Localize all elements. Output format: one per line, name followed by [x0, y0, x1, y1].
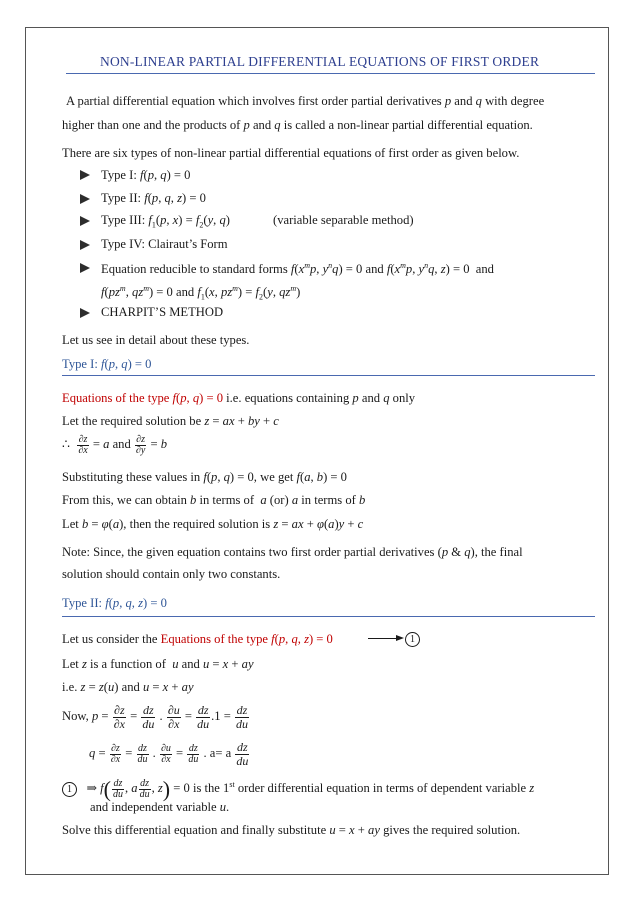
section-divider	[62, 616, 595, 617]
type-1-note-line-2: solution should contain only two constants.	[62, 567, 281, 581]
type-5-item-line-1: Equation reducible to standard forms $f(x^mp$, $y^nq) = 0$ and $f(x^mp$, $y^nq$, z) = 0 and	[101, 261, 494, 277]
equation-marker-1: 1	[405, 630, 420, 647]
bullet-icon	[80, 170, 90, 180]
type-4-item: Type IV: Clairaut’s Form	[101, 237, 228, 251]
type-1-item: Type I: f(p, q) = 0	[101, 168, 191, 182]
q-derivation: q = $\frac{\partial z}{\partial x}$ = $\frac{dz}{du}$ . $\frac{\partial u}{\partial x}$ = $\frac{dz}{du}$ . a= a $\frac{dz}{du}$	[89, 739, 249, 768]
type-2-final: Solve this differential equation and finally substitute u = x + ay gives the required solution.	[62, 823, 521, 837]
bullet-icon	[80, 263, 90, 273]
bullet-icon	[80, 194, 90, 204]
bullet-icon	[80, 308, 90, 318]
see-detail-text: Let us see in detail about these types.	[62, 333, 250, 347]
type-2-ie: i.e. z = z(u) and u = x + ay	[62, 680, 194, 694]
type-1-derivatives: ∴ $\frac{\partial z}{\partial x}$ = a and $\frac{\partial z}{\partial y}$ = b	[62, 433, 167, 456]
type-1-description: Equations of the type f(p, q) = 0 i.e. equations containing p and q only	[62, 391, 416, 405]
type-1-note-line-1: Note: Since, the given equation contains two first order partial derivatives (p & q), the final	[62, 545, 523, 559]
types-intro: There are six types of non-linear partial differential equations of first order as given below.	[62, 146, 520, 160]
type-2-result-continued: and independent variable u.	[90, 800, 230, 814]
p-derivation: Now, p = $\frac{\partial z}{\partial x}$ = $\frac{dz}{du}$ . $\frac{\partial u}{\partial x}$ = $\frac{dz}{du}$ .1 = $\frac{dz}{du}$	[62, 702, 249, 731]
type-2-item: Type II: f(p, q, z) = 0	[101, 191, 206, 205]
intro-line-2: higher than one and the products of p and q is called a non-linear partial differential equation.	[62, 118, 533, 132]
type-3-item: Type III: $f_1(p$, $x) = f_2(y$, q)	[101, 213, 230, 230]
section-heading-type-1: Type I: f(p, q) = 0	[62, 357, 152, 371]
type-1-solution: Let the required solution be z = ax + by + c	[62, 414, 279, 428]
type-1-final-solution: Let b = φ(a), then the required solution is z = ax + φ(a)y + c	[62, 517, 364, 531]
title-underline	[66, 73, 595, 74]
page-title: NON-LINEAR PARTIAL DIFFERENTIAL EQUATIONS OF FIRST ORDER	[100, 54, 540, 69]
type-6-item: CHARPIT’S METHOD	[101, 305, 224, 319]
arrowhead-icon	[396, 635, 404, 641]
type-2-function: Let z is a function of u and u = x + ay	[62, 657, 254, 671]
type-2-result: 1 ⇒ f( $\frac{dz}{du}$ , a $\frac{dz}{du}$ , z) = 0 is the 1st order differential equation in terms of dependent variable z	[62, 771, 534, 803]
section-divider	[62, 375, 595, 376]
type-2-consider: Let us consider the Equations of the type f(p, q, z) = 0	[62, 632, 333, 646]
type-3-note: (variable separable method)	[273, 213, 414, 227]
bullet-icon	[80, 240, 90, 250]
type-5-item-line-2: $f(pz^m$, $qz^m) = 0$ and $f_1(x$, $pz^m) = f_2(y$, $qz^m$)	[101, 284, 301, 302]
type-1-terms: From this, we can obtain b in terms of a (or) a in terms of b	[62, 493, 366, 507]
type-1-substitution: Substituting these values in f(p, q) = 0, we get f(a, b) = 0	[62, 470, 347, 484]
section-heading-type-2: Type II: f(p, q, z) = 0	[62, 596, 167, 610]
intro-line-1: A partial differential equation which involves first order partial derivatives p and q with degree	[66, 94, 545, 108]
bullet-icon	[80, 216, 90, 226]
